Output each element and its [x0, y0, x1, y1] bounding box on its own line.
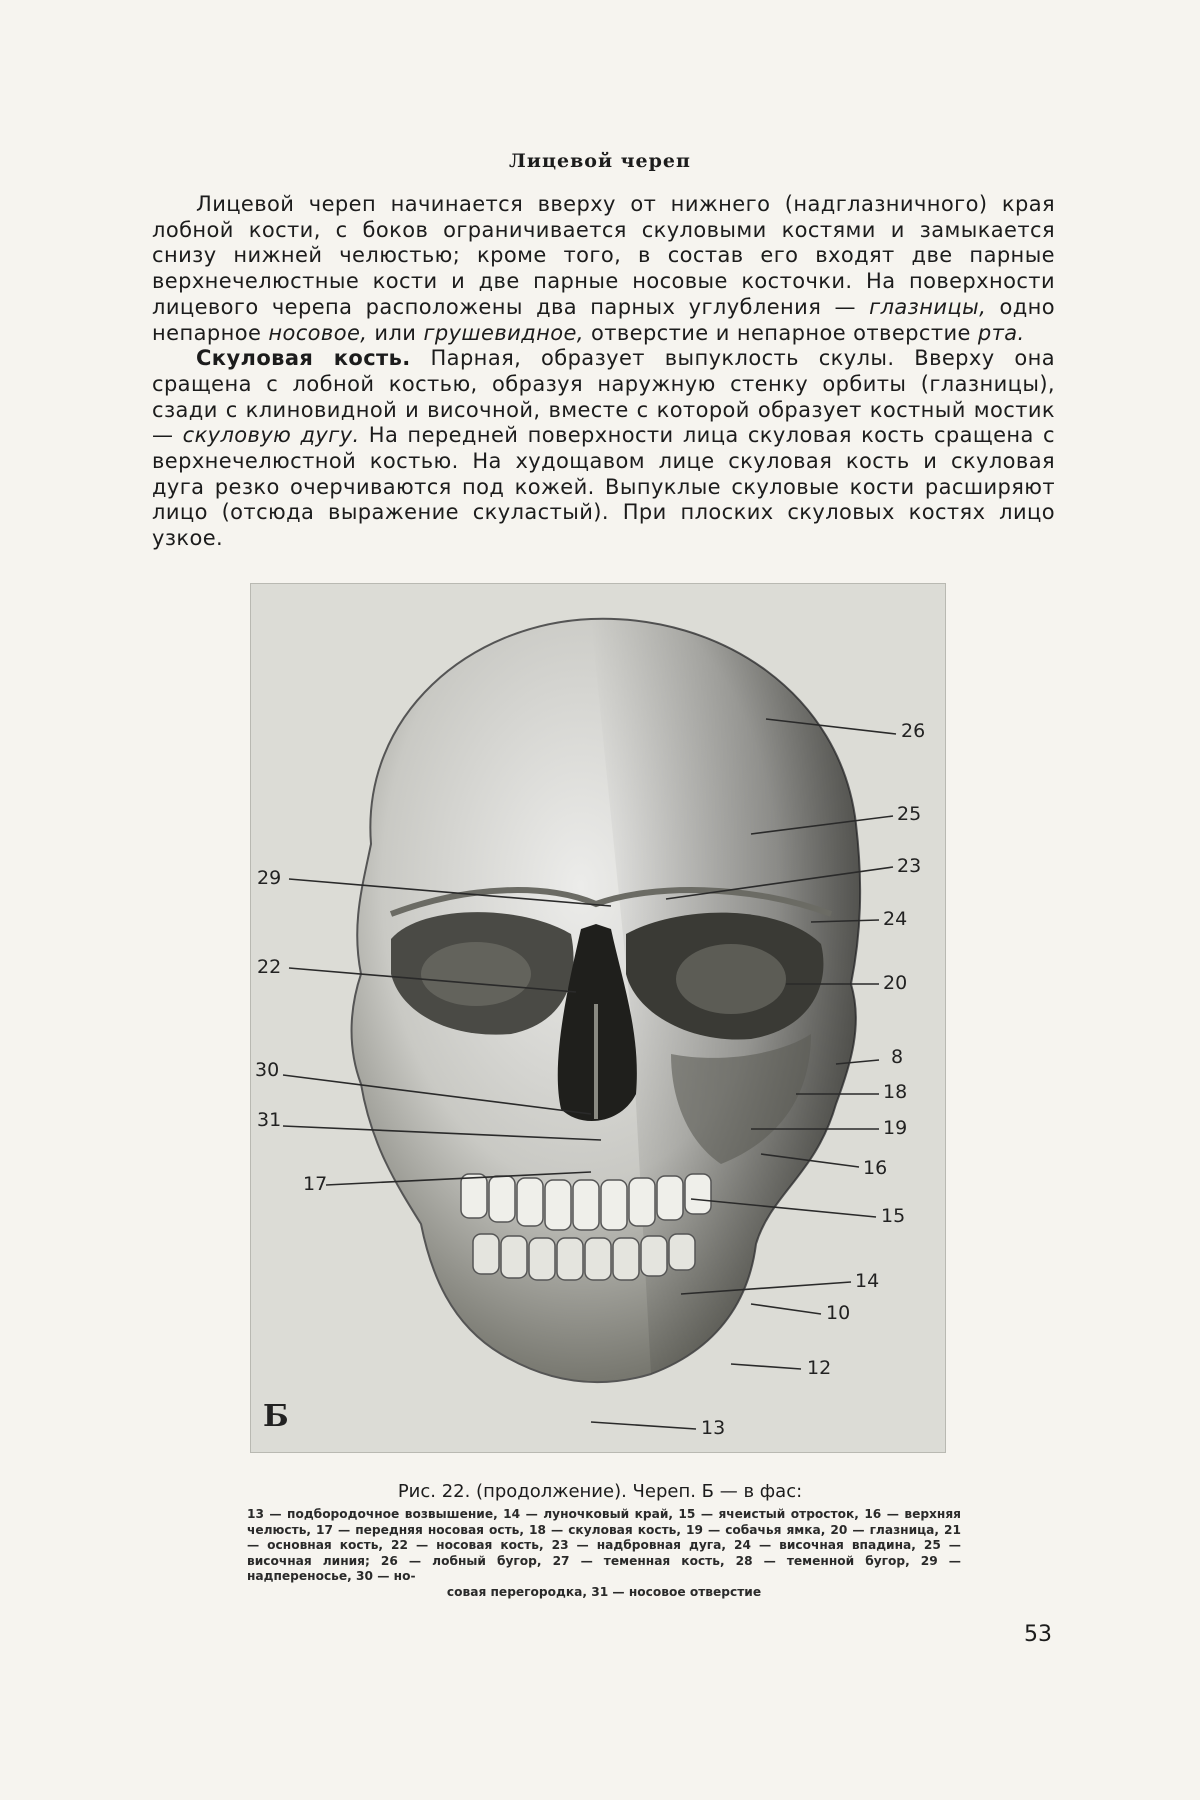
body-text [152, 192, 1055, 552]
italic-term: грушевидное, [423, 320, 584, 345]
page-number: 53 [1024, 1622, 1052, 1647]
label-13: 13 [701, 1417, 726, 1439]
italic-term: рта. [977, 320, 1025, 345]
label-22: 22 [257, 956, 282, 978]
label-24: 24 [883, 908, 908, 930]
legend-text-last-line: совая перегородка, 31 — носовое отверстие [446, 1584, 762, 1599]
text-run: На передней поверхности лица скуловая кость сращена с верхнечелюстной костью. На худощавом лице скуловая кость и скуловая дуга резко очерчиваются под кожей. Выпуклые скуловые кости расширяют лицо (отсюда выражение скуластый). При плоских скуловых костях лицо узкое. [152, 423, 1055, 551]
label-12: 12 [807, 1357, 832, 1379]
text-run: одно непарное [152, 294, 1055, 345]
label-16: 16 [863, 1157, 888, 1179]
label-20: 20 [883, 972, 908, 994]
text-run: Лицевой череп начинается вверху от нижнего (надглазничного) края лобной кости, с боков ограничивается скуловыми костями и замыкается снизу нижней челюстью; кроме того, в состав его входят две парные верхнечелюстные кости и две парные носовые косточки. На поверхности лицевого черепа расположены два парных углубления — [152, 192, 1055, 319]
figure-legend [247, 1507, 961, 1601]
text-run: Парная, образует выпуклость скулы. Вверху она сращена с лобной костью, образуя наружную стенку орбиты (глазницы), сзади с клиновидной и височной, вместе с которой образует костный мостик — [152, 346, 1055, 448]
paragraph-facial-skull [152, 192, 1055, 346]
italic-term: глазницы, [869, 294, 987, 319]
label-18: 18 [883, 1081, 908, 1103]
label-17: 17 [303, 1173, 328, 1195]
italic-term: скуловую дугу. [182, 423, 360, 448]
figure-caption-title: Рис. 22. (продолжение). Череп. Б — в фас: [397, 1481, 803, 1502]
label-26: 26 [901, 720, 926, 742]
legend-text: 13 — подбородочное возвышение, 14 — луночковый край, 15 — ячеистый отросток, 16 — верхняя челюсть, 17 — передняя носовая ость, 18 — скуловая кость, 19 — собачья ямка, 20 — глазница, 21 — основная кость, 22 — носовая кость, 23 — надбровная дуга, 24 — височная впадина, 25 — височная линия; 26 — лобный бугор, 27 — теменная кость, 28 — теменной бугор, 29 — надпереносье, 30 — но- [247, 1507, 961, 1584]
skull-figure [250, 583, 946, 1453]
section-heading: Лицевой череп [509, 150, 691, 172]
label-15: 15 [881, 1205, 906, 1227]
label-10: 10 [826, 1302, 851, 1324]
orbit-highlight [676, 944, 786, 1014]
text-run: или [367, 320, 424, 345]
label-30: 30 [255, 1059, 280, 1081]
paragraph-zygomatic-bone [152, 346, 1055, 552]
panel-letter: Б [263, 1399, 289, 1434]
label-29: 29 [257, 867, 282, 889]
text-run: отверстие и непарное отверстие [583, 320, 978, 345]
label-19: 19 [883, 1117, 908, 1139]
label-8: 8 [891, 1046, 904, 1068]
label-31: 31 [257, 1109, 282, 1131]
label-25: 25 [897, 803, 922, 825]
italic-term: носовое, [268, 320, 368, 345]
orbit-highlight [421, 942, 531, 1006]
skull-illustration [251, 584, 945, 1452]
bold-term: Скуловая кость. [196, 346, 411, 371]
label-23: 23 [897, 855, 922, 877]
label-14: 14 [855, 1270, 880, 1292]
